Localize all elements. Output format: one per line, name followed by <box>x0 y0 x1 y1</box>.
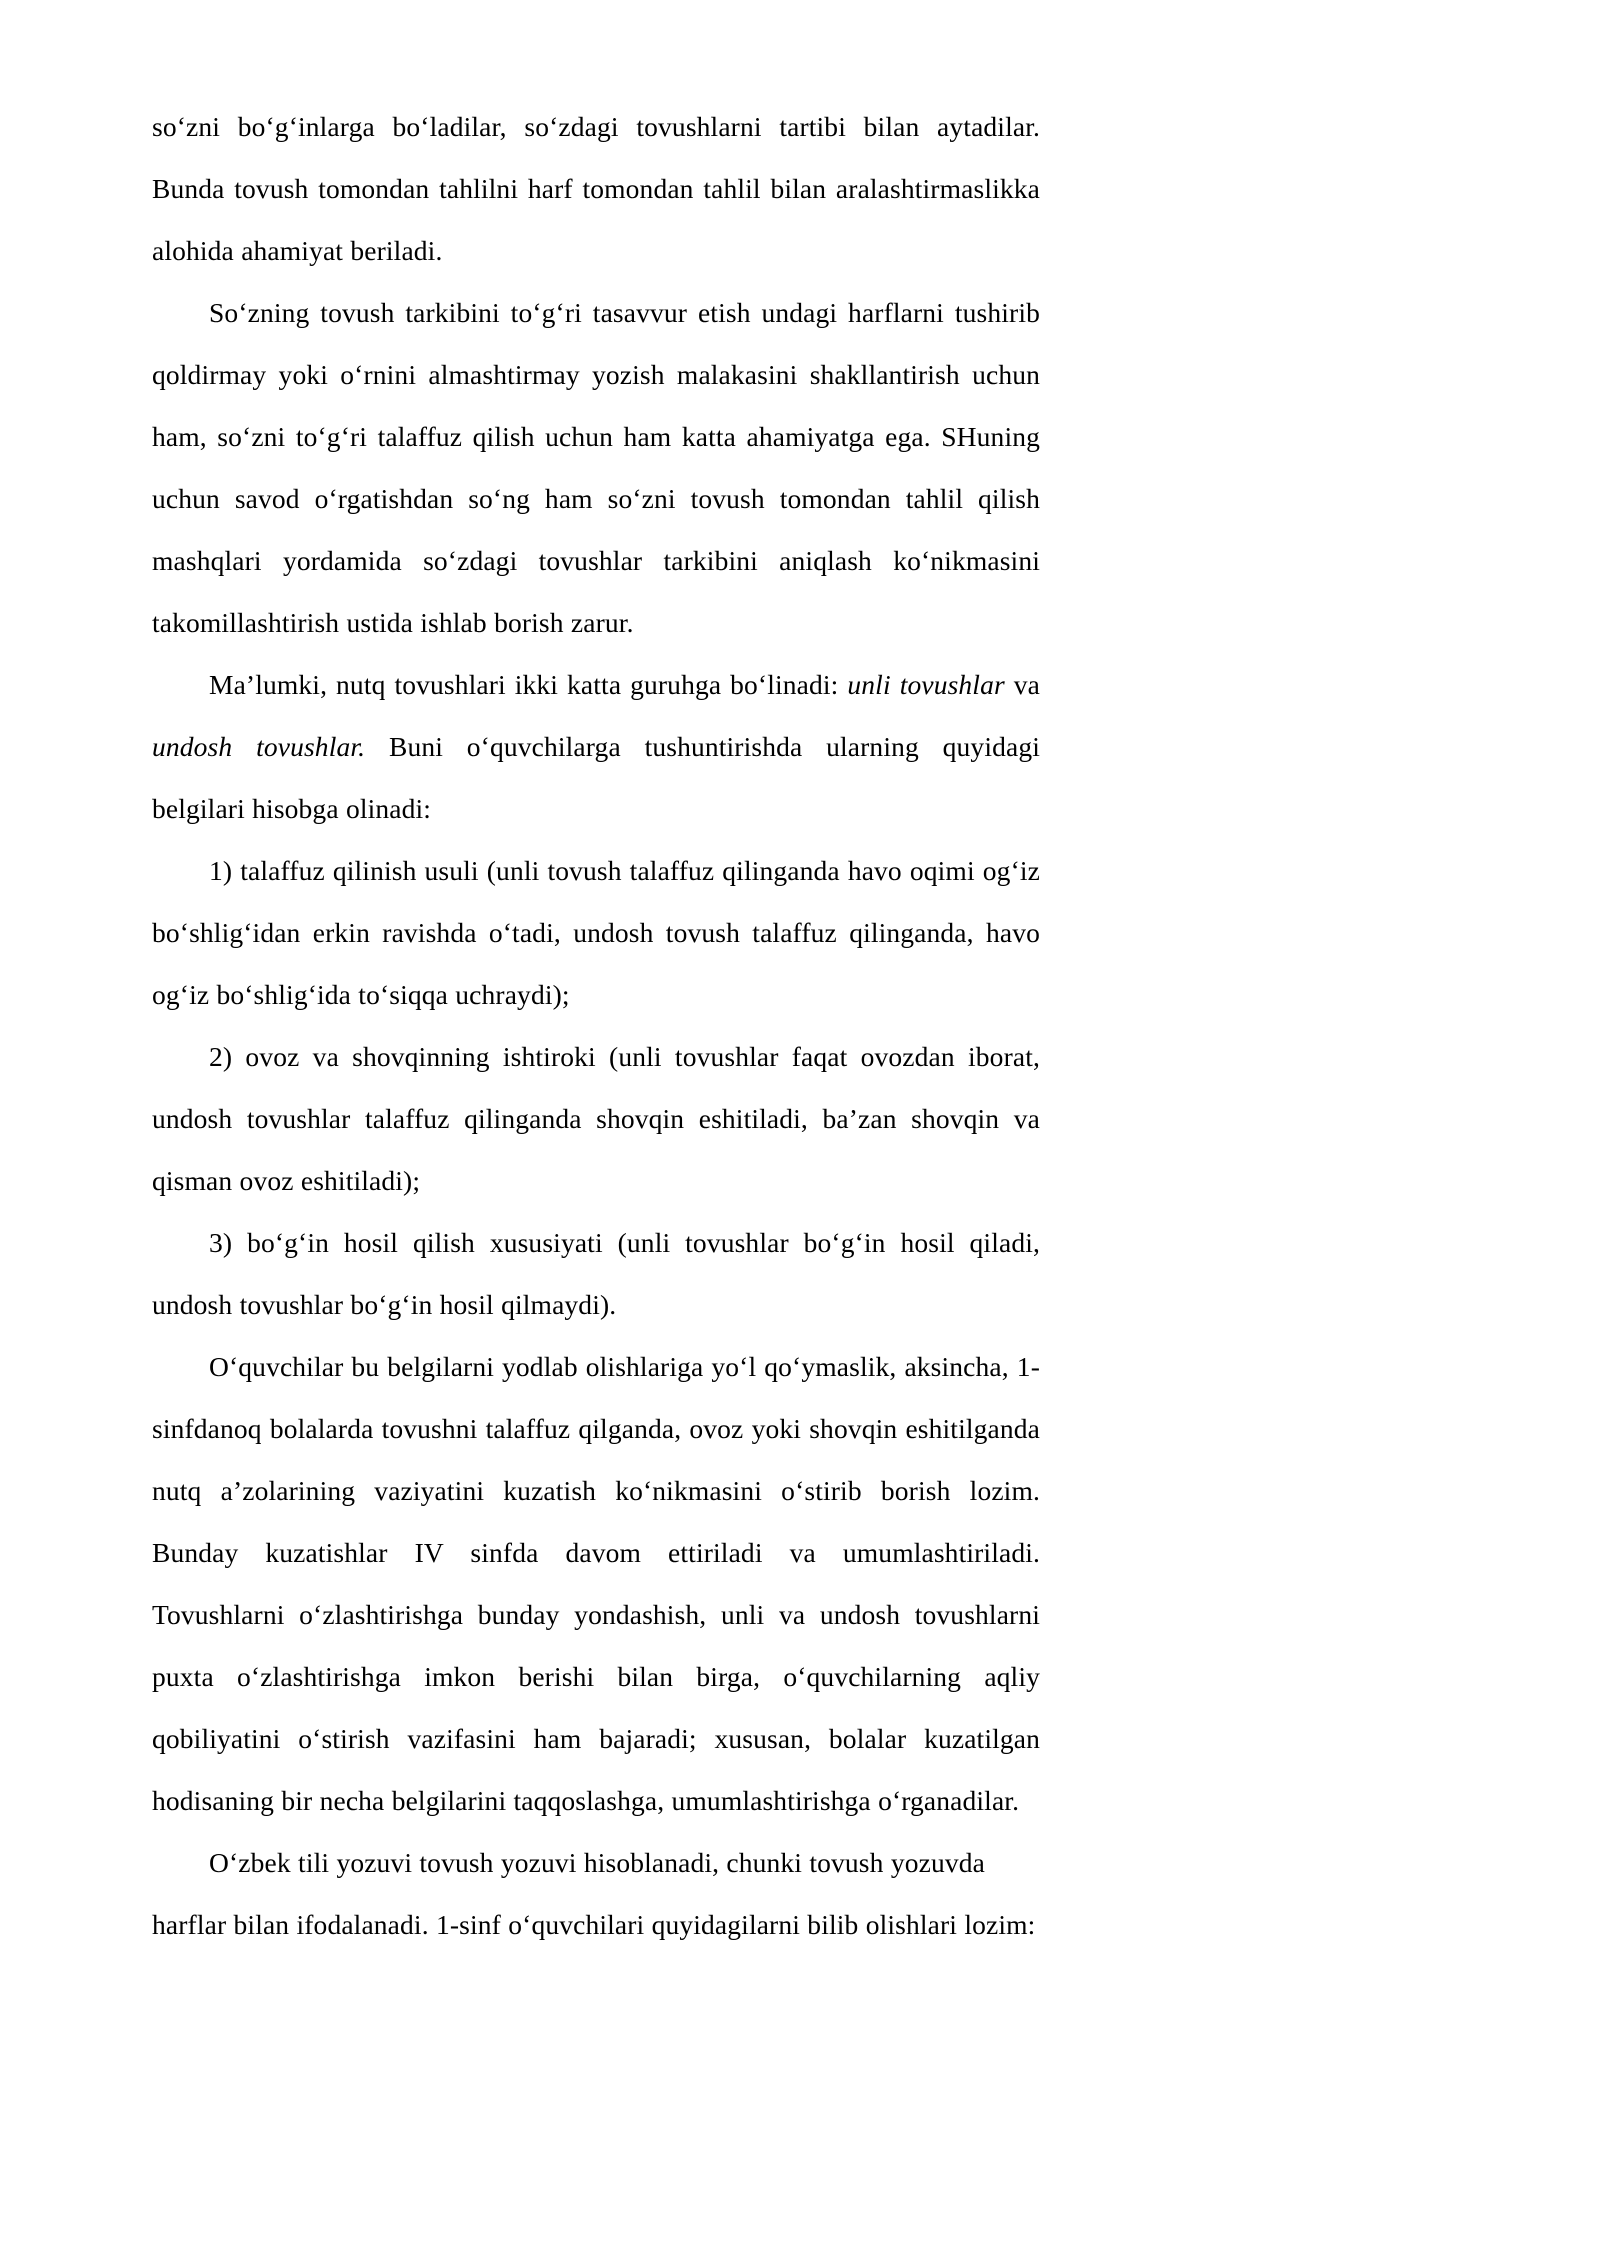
italic-term: unli tovushlar <box>847 669 1005 700</box>
italic-term: undosh tovushlar. <box>152 731 366 762</box>
text-run: So‘zning tovush tarkibini to‘g‘ri tasavvur etish undagi harflarni tushirib qoldirmay yoki o‘rnini almashtirmay yozish malakasini shakllantirish uchun ham, so‘zni to‘g‘ri talaffuz qilish uchun ham katta ahamiyatga ega. SHuning uchun savod o‘rgatishdan so‘ng ham so‘zni tovush tomondan tahlil qilish mashqlari yordamida so‘zdagi tovushlar tarkibini aniqlash ko‘nikmasini takomillashtirish ustida ishlab borish zarur. <box>152 297 1040 638</box>
text-run: 2) ovoz va shovqinning ishtiroki (unli tovushlar faqat ovozdan iborat, undosh tovushlar talaffuz qilinganda shovqin eshitiladi, ba’zan shovqin va qisman ovoz eshitiladi); <box>152 1041 1040 1196</box>
text-run: 1) talaffuz qilinish usuli (unli tovush talaffuz qilinganda havo oqimi og‘iz bo‘shlig‘idan erkin ravishda o‘tadi, undosh tovush talaffuz qilinganda, havo og‘iz bo‘shlig‘ida to‘siqqa uchraydi); <box>152 855 1040 1010</box>
text-column <box>152 96 1040 1956</box>
paragraph <box>152 1212 1040 1336</box>
text-run: O‘quvchilar bu belgilarni yodlab olishlariga yo‘l qo‘ymaslik, aksincha, 1-sinfdanoq bolalarda tovushni talaffuz qilganda, ovoz yoki shovqin eshitilganda nutq a’zolarining vaziyatini kuzatish ko‘nikmasini o‘stirib borish lozim. Bunday kuzatishlar IV sinfda davom ettiriladi va umumlashtiriladi. Tovushlarni o‘zlashtirishga bunday yondashish, unli va undosh tovushlarni puxta o‘zlashtirishga imkon berishi bilan birga, o‘quvchilarning aqliy qobiliyatini o‘stirish vazifasini ham bajaradi; xususan, bolalar kuzatilgan hodisaning bir necha belgilarini taqqoslashga, umumlashtirishga o‘rganadilar. <box>152 1351 1040 1816</box>
text-run: so‘zni bo‘g‘inlarga bo‘ladilar, so‘zdagi tovushlarni tartibi bilan aytadilar. Bunda tovush tomondan tahlilni harf tomondan tahlil bilan aralashtirmaslikka alohida ahamiyat beriladi. <box>152 111 1040 266</box>
paragraph <box>152 654 1040 840</box>
text-run: Buni o‘quvchilarga tushuntirishda ularning quyidagi belgilari hisobga olinadi: <box>152 731 1040 824</box>
paragraph <box>152 1832 1040 1956</box>
paragraph <box>152 1336 1040 1832</box>
text-run: va <box>1004 669 1041 700</box>
paragraph <box>152 96 1040 282</box>
text-run: O‘zbek tili yozuvi tovush yozuvi hisoblanadi, chunki tovush yozuvda harflar bilan ifodalanadi. 1-sinf o‘quvchilari quyidagilarni bilib olishlari lozim: <box>152 1847 1036 1940</box>
text-run: 3) bo‘g‘in hosil qilish xususiyati (unli tovushlar bo‘g‘in hosil qiladi, undosh tovushlar bo‘g‘in hosil qilmaydi). <box>152 1227 1040 1320</box>
paragraph <box>152 1026 1040 1212</box>
paragraph <box>152 282 1040 654</box>
paragraph <box>152 840 1040 1026</box>
text-run: Ma’lumki, nutq tovushlari ikki katta guruhga bo‘linadi: <box>209 669 848 700</box>
